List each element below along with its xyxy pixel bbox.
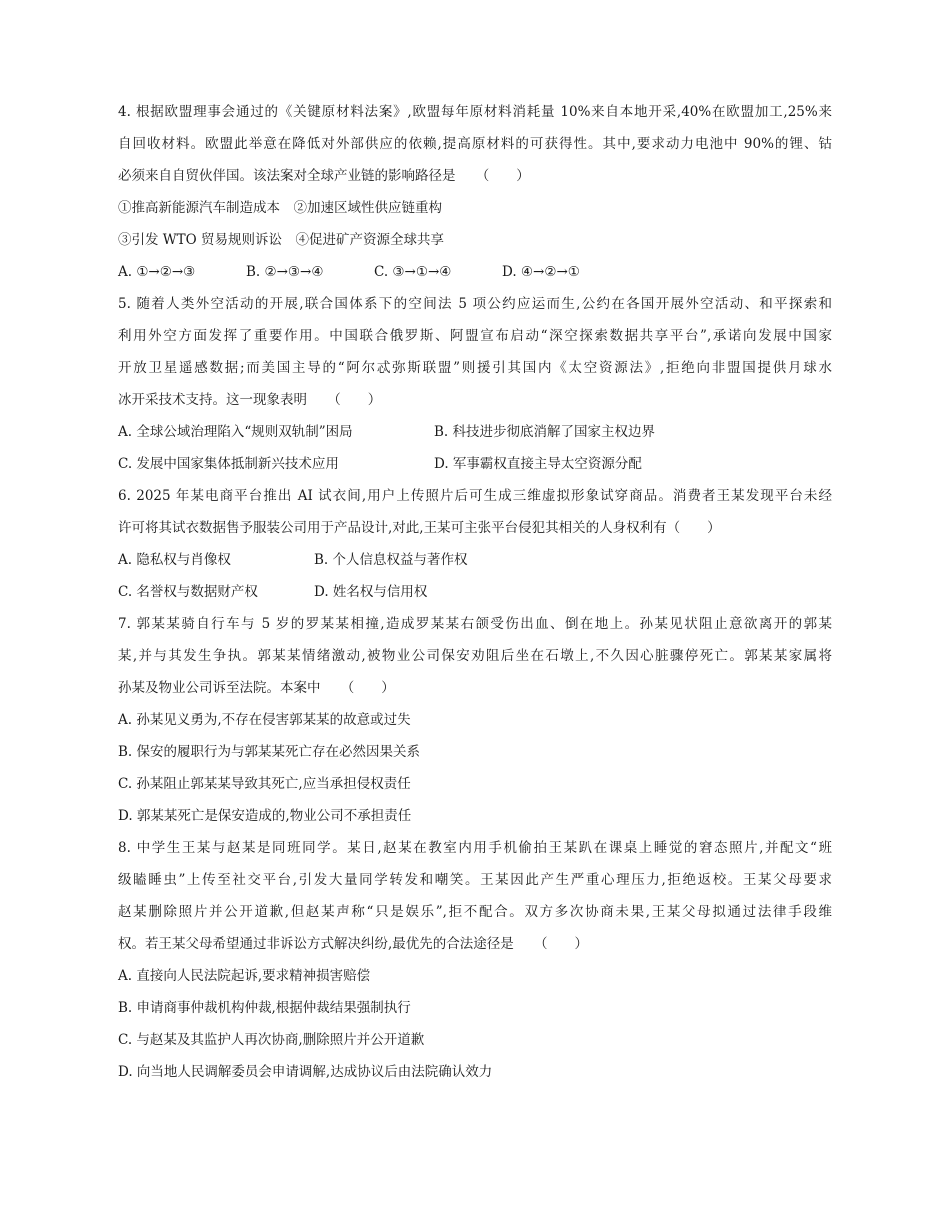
options-row xyxy=(118,448,832,480)
option-b: B. 申请商事仲裁机构仲裁,根据仲裁结果强制执行 xyxy=(118,1000,411,1016)
option-a: A. 全球公域治理陷入“规则双轨制”困局 xyxy=(118,424,353,440)
question-stem-line: 8. 中学生王某与赵某是同班同学。某日,赵某在教室内用手机偷拍王某趴在课桌上睡觉的窘态照片,并配文“班 xyxy=(118,840,832,856)
option-b: B. 科技进步彻底消解了国家主权边界 xyxy=(434,424,656,440)
option-c: C. 发展中国家集体抵制新兴技术应用 xyxy=(118,456,339,472)
option-a: A. 隐私权与肖像权 xyxy=(118,552,231,568)
option-b: B. 个人信息权益与著作权 xyxy=(314,552,468,568)
question-stem-line: 权。若王某父母希望通过非诉讼方式解决纠纷,最优先的合法途径是 （ ） xyxy=(118,936,589,952)
options-row xyxy=(118,416,832,448)
question-stem-line: 孙某及物业公司诉至法院。本案中 （ ） xyxy=(118,680,395,696)
question-6 xyxy=(118,480,832,608)
question-stem-line: 利用外空方面发挥了重要作用。中国联合俄罗斯、阿盟宣布启动“深空探索数据共享平台”,承诺向发展中国家 xyxy=(118,328,832,344)
option-b: B. 保安的履职行为与郭某某死亡存在必然因果关系 xyxy=(118,744,421,760)
option-d: D. 向当地人民调解委员会申请调解,达成协议后由法院确认效力 xyxy=(118,1064,493,1080)
question-stem-line: 7. 郭某某骑自行车与 5 岁的罗某某相撞,造成罗某某右颌受伤出血、倒在地上。孙某见状阻止意欲离开的郭某 xyxy=(118,616,832,632)
question-stem-line: 某,并与其发生争执。郭某某情绪激动,被物业公司保安劝阻后坐在石墩上,不久因心脏骤停死亡。郭某某家属将 xyxy=(118,648,832,664)
question-stem-line: 赵某删除照片并公开道歉,但赵某声称“只是娱乐”,拒不配合。双方多次协商未果,王某父母拟通过法律手段维 xyxy=(118,904,832,920)
option-c: C. 与赵某及其监护人再次协商,删除照片并公开道歉 xyxy=(118,1032,425,1048)
question-8 xyxy=(118,832,832,1088)
statement-line: ①推高新能源汽车制造成本 ②加速区域性供应链重构 xyxy=(118,200,442,216)
question-4 xyxy=(118,96,832,288)
option-a: A. 孙某见义勇为,不存在侵害郭某某的故意或过失 xyxy=(118,712,411,728)
option-c: C. 孙某阻止郭某某导致其死亡,应当承担侵权责任 xyxy=(118,776,411,792)
option-d: D. 军事霸权直接主导太空资源分配 xyxy=(434,456,642,472)
question-5 xyxy=(118,288,832,480)
options-row xyxy=(118,544,832,576)
question-stem-line: 级瞌睡虫”上传至社交平台,引发大量同学转发和嘲笑。王某因此产生严重心理压力,拒绝返校。王某父母要求 xyxy=(118,872,832,888)
option-b: B. ②→③→④ xyxy=(246,264,324,280)
question-stem-line: 自回收材料。欧盟此举意在降低对外部供应的依赖,提高原材料的可获得性。其中,要求动力电池中 90%的锂、钴 xyxy=(118,136,832,152)
question-7 xyxy=(118,608,832,832)
question-stem-line: 开放卫星遥感数据;而美国主导的“阿尔忒弥斯联盟”则援引其国内《太空资源法》,拒绝向非盟国提供月球水 xyxy=(118,360,832,376)
option-a: A. ①→②→③ xyxy=(118,264,196,280)
statement-line: ③引发 WTO 贸易规则诉讼 ④促进矿产资源全球共享 xyxy=(118,232,445,248)
option-a: A. 直接向人民法院起诉,要求精神损害赔偿 xyxy=(118,968,371,984)
option-c: C. ③→①→④ xyxy=(374,264,452,280)
question-stem-line: 6. 2025 年某电商平台推出 AI 试衣间,用户上传照片后可生成三维虚拟形象试穿商品。消费者王某发现平台未经 xyxy=(118,488,832,504)
question-stem-line: 5. 随着人类外空活动的开展,联合国体系下的空间法 5 项公约应运而生,公约在各国开展外空活动、和平探索和 xyxy=(118,296,832,312)
options-row xyxy=(118,576,832,608)
option-d: D. 姓名权与信用权 xyxy=(314,584,428,600)
option-d: D. ④→②→① xyxy=(502,264,580,280)
question-stem-line: 许可将其试衣数据售予服装公司用于产品设计,对此,王某可主张平台侵犯其相关的人身权利有（ ） xyxy=(118,520,721,536)
options-row xyxy=(118,256,832,288)
option-d: D. 郭某某死亡是保安造成的,物业公司不承担责任 xyxy=(118,808,412,824)
question-stem-line: 4. 根据欧盟理事会通过的《关键原材料法案》,欧盟每年原材料消耗量 10%来自本地开采,40%在欧盟加工,25%来 xyxy=(118,104,832,120)
question-stem-line: 必须来自自贸伙伴国。该法案对全球产业链的影响路径是 （ ） xyxy=(118,168,530,184)
option-c: C. 名誉权与数据财产权 xyxy=(118,584,258,600)
question-stem-line: 冰开采技术支持。这一现象表明 （ ） xyxy=(118,392,382,408)
